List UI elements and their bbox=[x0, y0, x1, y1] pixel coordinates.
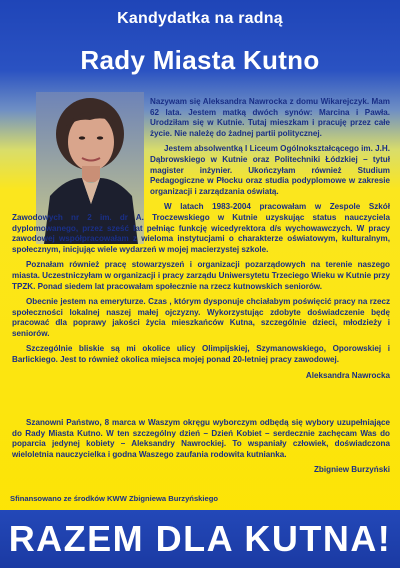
header-subtitle: Kandydatka na radną bbox=[117, 10, 283, 27]
paragraph-retirement: Obecnie jestem na emeryturze. Czas , którym dysponuje chciałabym poświęcić pracy na rzecz społeczności lokalnej naszej małej ojczyzny. Wykorzystując zdobyte doświadczenie będę pracować dla poprawy jakości życia mieszkańców Kutna, szczególnie dzieci, młodzieży i seniorów. bbox=[12, 297, 390, 338]
paragraph-career: W latach 1983-2004 pracowałam w Zespole Szkół Zawodowych nr 2 im. dr A. Troczewskiego w Kutnie uzyskując status nauczyciela dyplomowanego, przez sześć lat pełniąc funkcję wicedyrektora d/s wychowawczych. W pracy zawodowej współpracowałam z wieloma instytucjami o charakterze oświatowym, kulturalnym, społecznym, inicjując wiele wydarzeń w mojej macierzystej szkole. bbox=[12, 202, 390, 254]
paragraph-education: Jestem absolwentką I Liceum Ogólnokształcącego im. J.H. Dąbrowskiego w Kutnie oraz Politechniki Łódzkiej – tytuł magister inżynier. Ukończyłam również Studium Pedagogiczne w Płocku oraz studia podyplomowe w zakresie organizacji i zarządzania oświatą. bbox=[150, 144, 390, 196]
signature-supporter: Zbigniew Burzyński bbox=[313, 465, 390, 475]
footer-slogan: RAZEM DLA KUTNA! bbox=[8, 518, 392, 559]
paragraph-appeal: Szanowni Państwo, 8 marca w Waszym okręgu wyborczym odbędą się wybory uzupełniające do Rady Miasta Kutno. W ten szczególny dzień – Dzień Kobiet – serdecznie zachęcam Was do poparcia jedynej kobiety – Aleksandry Nawrockiej. To wspaniały człowiek, doświadczona wieloletnia nauczycielka i godna Waszego zaufania rodowita kutnianka. bbox=[12, 418, 390, 459]
biography bbox=[12, 97, 390, 381]
paragraph-intro: Nazywam się Aleksandra Nawrocka z domu Wikarejczyk. Mam 62 lata. Jestem matką dwóch synów: Marcina i Pawła. Urodziłam się w Kutnie. Tutaj mieszkam i pracuję przez całe życie. Nie należę do żadnej partii politycznej. bbox=[150, 97, 390, 138]
header-title: Rady Miasta Kutno bbox=[80, 45, 320, 75]
appeal-block bbox=[12, 418, 390, 476]
paragraph-neighbourhood: Szczególnie bliskie są mi okolice ulicy Olimpijskiej, Szymanowskiego, Oporowskiej i Barlickiego. Jest to również okolica miejsca mojej ponad 20-letniej pracy zawodowej. bbox=[12, 344, 390, 365]
signature-candidate: Aleksandra Nawrocka bbox=[305, 370, 390, 380]
paragraph-community: Poznałam również pracę stowarzyszeń i organizacji pozarządowych na terenie naszego miasta. Uczestniczyłam w organizacji i pracy zarządu Uniwersytetu Trzeciego Wieku w Kutnie przy TPZK. Ponad siedem lat pracowałam społecznie na rzecz kutnowskich seniorów. bbox=[12, 260, 390, 291]
funding-note: Sfinansowano ze środków KWW Zbigniewa Burzyńskiego bbox=[10, 494, 219, 503]
